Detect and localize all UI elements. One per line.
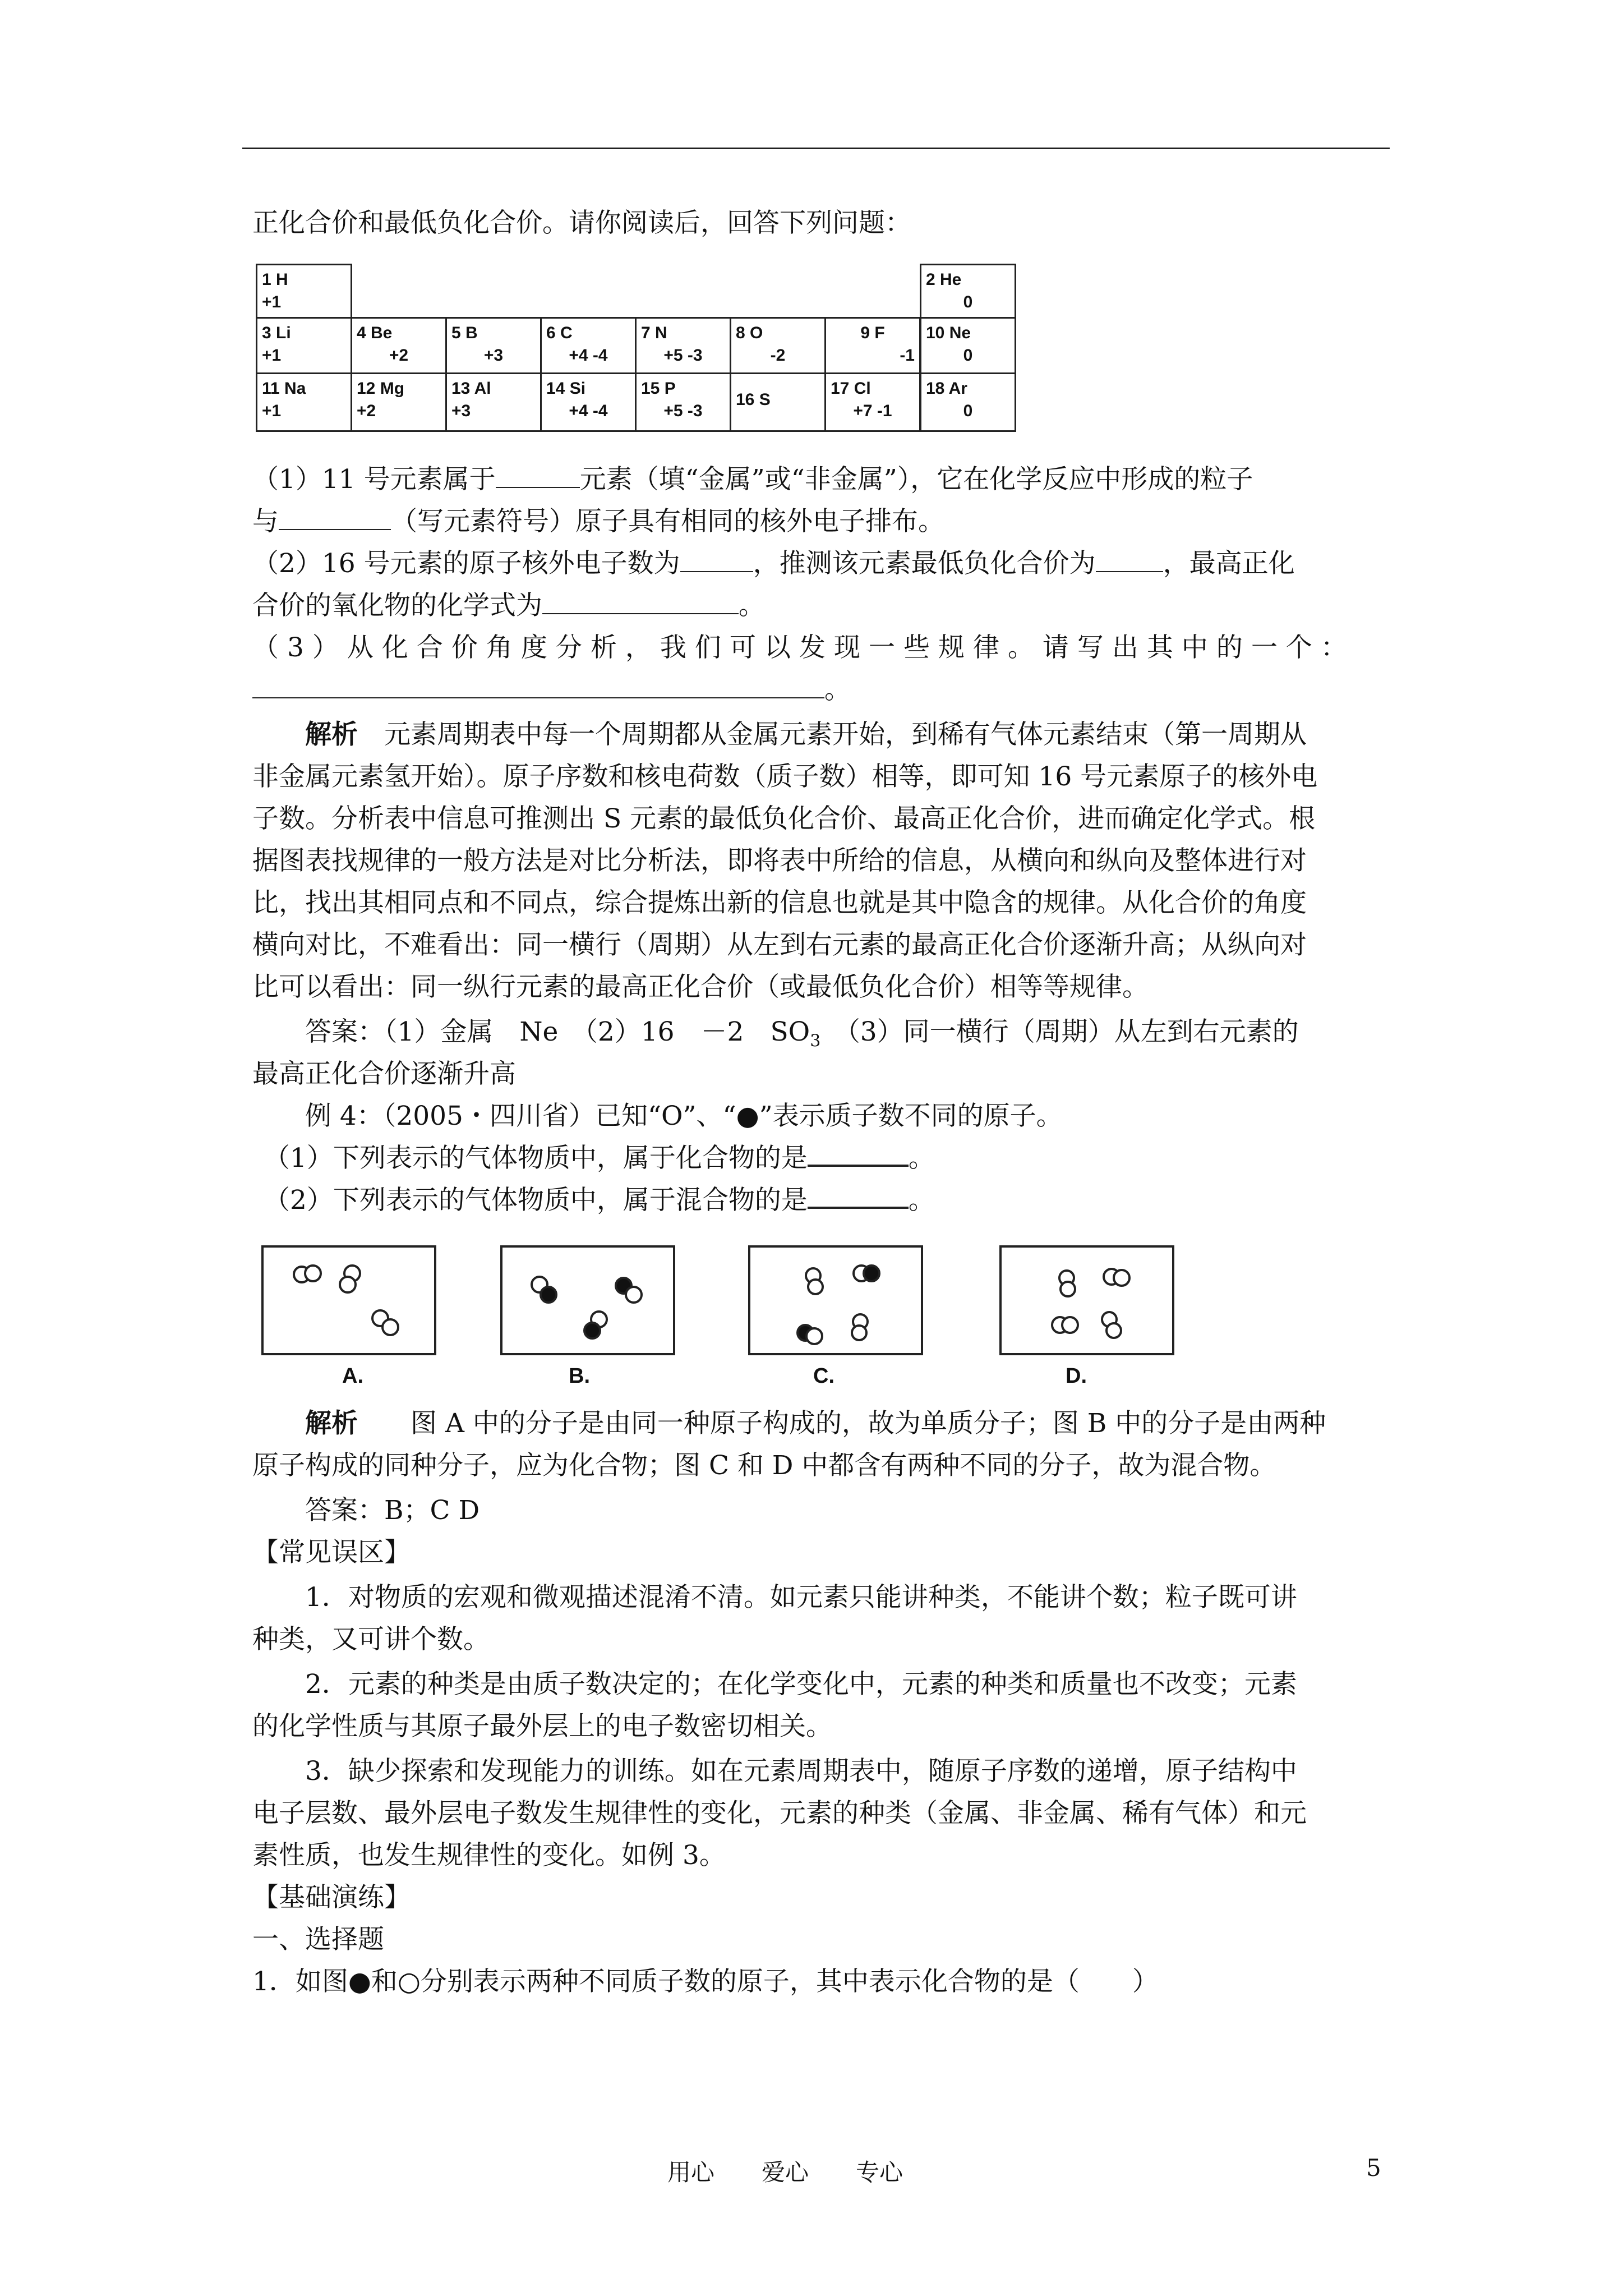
analysis-text: 图 A 中的分子是由同一种原子构成的，故为单质分子；图 B 中的分子是由两种 [411,1408,1326,1439]
cell-valence: 0 [963,346,973,365]
cell-valence: +2 [389,346,409,365]
cell-symbol: 7 N [641,324,667,342]
cell-H [256,264,352,319]
question-text: 与 [252,506,279,537]
answer-blank[interactable] [808,1142,909,1167]
cell-Na [256,372,352,432]
section-mistakes-heading: 【常见误区】 [252,1537,411,1568]
cell-S [730,372,826,432]
cell-Al [445,372,542,432]
example-4: 例 4：（2005・四川省）已知“O”、“●”表示质子数不同的原子。 [305,1101,1063,1131]
analysis-label: 解析 [305,719,358,750]
cell-valence: +4 -4 [569,346,608,365]
analysis-1-line2: 非金属元素氢开始）。原子序数和核电荷数（质子数）相等，即可知 16 号元素原子的核外电 [252,761,1318,792]
mistake-1-line2: 种类，又可讲个数。 [252,1624,490,1655]
question-text: （2）16 号元素的原子核外电子数为 [252,548,680,579]
answer-blank[interactable] [542,591,739,614]
cell-symbol: 14 Si [546,379,586,398]
cell-valence: +1 [262,402,282,420]
answer-2: 答案：B；C D [305,1495,480,1526]
cell-symbol: 10 Ne [926,324,971,342]
question-text: ，推测该元素最低负化合价为 [753,548,1096,579]
analysis-1-line7: 比可以看出：同一纵行元素的最高正化合价（或最低负化合价）相等等规律。 [252,972,1149,1002]
cell-symbol: 17 Cl [831,379,871,398]
header-rule [242,148,1390,149]
figure-c-box [748,1245,923,1355]
cell-symbol: 9 F [860,324,885,342]
figure-a-label: A. [342,1364,363,1388]
cell-valence: -2 [770,346,786,365]
cell-valence: +5 -3 [663,402,703,420]
figure-b-box [500,1245,675,1355]
example-4-q2 [252,1179,1402,1221]
question-text: （2）下列表示的气体物质中，属于混合物的是 [264,1185,808,1216]
cell-valence: +3 [483,346,504,365]
cell-valence: +5 -3 [663,346,703,365]
cell-valence: +4 -4 [569,402,608,420]
answer-blank[interactable] [680,549,753,572]
periodic-table [256,264,1016,432]
cell-valence: -1 [900,346,915,365]
answer-blank[interactable] [808,1184,909,1209]
figure-a-molecules [264,1248,439,1358]
analysis-1-line3: 子数。分析表中信息可推测出 S 元素的最低负化合价、最高正化合价，进而确定化学式。根 [252,803,1316,834]
question-1-line1 [252,458,1391,500]
cell-symbol: 6 C [546,324,573,342]
cell-symbol: 16 S [736,390,771,409]
mistake-2-line2: 的化学性质与其原子最外层上的电子数密切相关。 [252,1711,832,1742]
question-2-line1 [252,542,1391,585]
question-text: 。 [824,674,851,705]
analysis-1-line5: 比，找出其相同点和不同点，综合提炼出新的信息也就是其中隐含的规律。从化合价的角度 [252,887,1307,918]
cell-valence: +2 [357,402,376,420]
cell-symbol: 2 He [926,270,962,289]
figure-b-label: B. [569,1364,590,1388]
cell-He [920,264,1016,319]
cell-symbol: 8 O [736,324,763,342]
question-text: 元素（填“金属”或“非金属”），它在化学反应中形成的粒子 [579,464,1253,495]
footer-motto: 用心 爱心 专心 [667,2159,903,2186]
cell-P [635,372,731,432]
cell-symbol: 3 Li [262,324,291,342]
cell-Cl [824,372,921,432]
analysis-1-line6: 横向对比，不难看出：同一横行（周期）从左到右元素的最高正化合价逐渐升高；从纵向对 [252,930,1307,960]
answer-blank[interactable] [279,507,391,530]
cell-Ar [920,372,1016,432]
mistake-1-line1: 1．对物质的宏观和微观描述混淆不清。如元素只能讲种类，不能讲个数；粒子既可讲 [305,1582,1297,1613]
mistake-3-line2: 电子层数、最外层电子数发生规律性的变化，元素的种类（金属、非金属、稀有气体）和元 [252,1798,1307,1829]
cell-Be [351,317,447,374]
section-basic-heading: 【基础演练】 [252,1882,411,1913]
answer-text: （3）同一横行（周期）从左到右元素的 [820,1016,1299,1047]
cell-F [824,317,921,374]
cell-symbol: 15 P [641,379,676,398]
cell-Mg [351,372,447,432]
analysis-2-line1 [252,1402,1444,1444]
cell-valence: +7 -1 [853,402,892,420]
section-choice-heading: 一、选择题 [252,1924,384,1955]
mistake-3-line3: 素性质，也发生规律性的变化。如例 3。 [252,1840,726,1871]
figure-d-label: D. [1066,1364,1087,1388]
intro-line: 正化合价和最低负化合价。请你阅读后，回答下列问题： [252,208,911,238]
figure-a-box [261,1245,436,1355]
answer-blank[interactable] [252,675,824,698]
analysis-2-line2: 原子构成的同种分子，应为化合物；图 C 和 D 中都含有两种不同的分子，故为混合物。 [252,1450,1276,1481]
question-text: 。 [908,1143,935,1174]
cell-valence: +1 [262,346,282,365]
cell-symbol: 1 H [262,270,288,289]
cell-Li [256,317,352,374]
cell-symbol: 4 Be [357,324,393,342]
example-4-q1 [252,1137,1402,1179]
question-3-line1: （3）从化合价角度分析，我们可以发现一些规律。请写出其中的一个： [252,632,1355,663]
page-number: 5 [1366,2154,1381,2182]
analysis-1-line4: 据图表找规律的一般方法是对比分析法，即将表中所给的信息，从横向和纵向及整体进行对 [252,845,1307,876]
question-text: （1）11 号元素属于 [252,464,496,495]
figure-b-molecules [502,1248,677,1358]
answer-text: 答案：（1）金属 Ne （2）16 －2 SO [305,1016,810,1047]
cell-Si [540,372,637,432]
question-text: （1）下列表示的气体物质中，属于化合物的是 [264,1143,808,1174]
question-text: （写元素符号）原子具有相同的核外电子排布。 [391,506,944,537]
question-last: 1．如图●和○分别表示两种不同质子数的原子，其中表示化合物的是（ ） [252,1966,1159,1997]
cell-N [635,317,731,374]
cell-C [540,317,637,374]
analysis-text: 元素周期表中每一个周期都从金属元素开始，到稀有气体元素结束（第一周期从 [384,719,1307,750]
cell-valence: +1 [262,293,282,311]
cell-symbol: 18 Ar [926,379,967,398]
question-1-line2 [252,500,1391,542]
mistake-2-line1: 2．元素的种类是由质子数决定的；在化学变化中，元素的种类和质量也不改变；元素 [305,1669,1297,1700]
figure-c-molecules [750,1248,925,1358]
answer-blank[interactable] [1096,549,1163,572]
figure-c-label: C. [813,1364,834,1388]
cell-symbol: 11 Na [262,379,306,398]
cell-Ne [920,317,1016,374]
analysis-1-line1 [252,714,1444,756]
cell-B [445,317,542,374]
answer-blank[interactable] [496,464,580,488]
question-2-line2 [252,585,1391,627]
cell-O [730,317,826,374]
analysis-label: 解析 [305,1408,358,1439]
question-text: ，最高正化 [1163,548,1295,579]
cell-symbol: 5 B [451,324,478,342]
cell-valence: 0 [963,402,973,420]
answer-1-line2: 最高正化合价逐渐升高 [252,1059,516,1089]
question-text: 合价的氧化物的化学式为 [252,590,542,621]
question-text: 。 [739,590,765,621]
question-3-line2 [252,669,1391,711]
cell-valence: 0 [963,293,973,311]
mistake-3-line1: 3．缺少探索和发现能力的训练。如在元素周期表中，随原子序数的递增，原子结构中 [305,1756,1297,1787]
cell-symbol: 13 Al [451,379,491,398]
question-text: 。 [908,1185,935,1216]
figure-d-box [999,1245,1174,1355]
cell-valence: +3 [451,402,471,420]
figure-d-molecules [1002,1248,1177,1358]
cell-symbol: 12 Mg [357,379,405,398]
subscript: 3 [810,1031,821,1051]
